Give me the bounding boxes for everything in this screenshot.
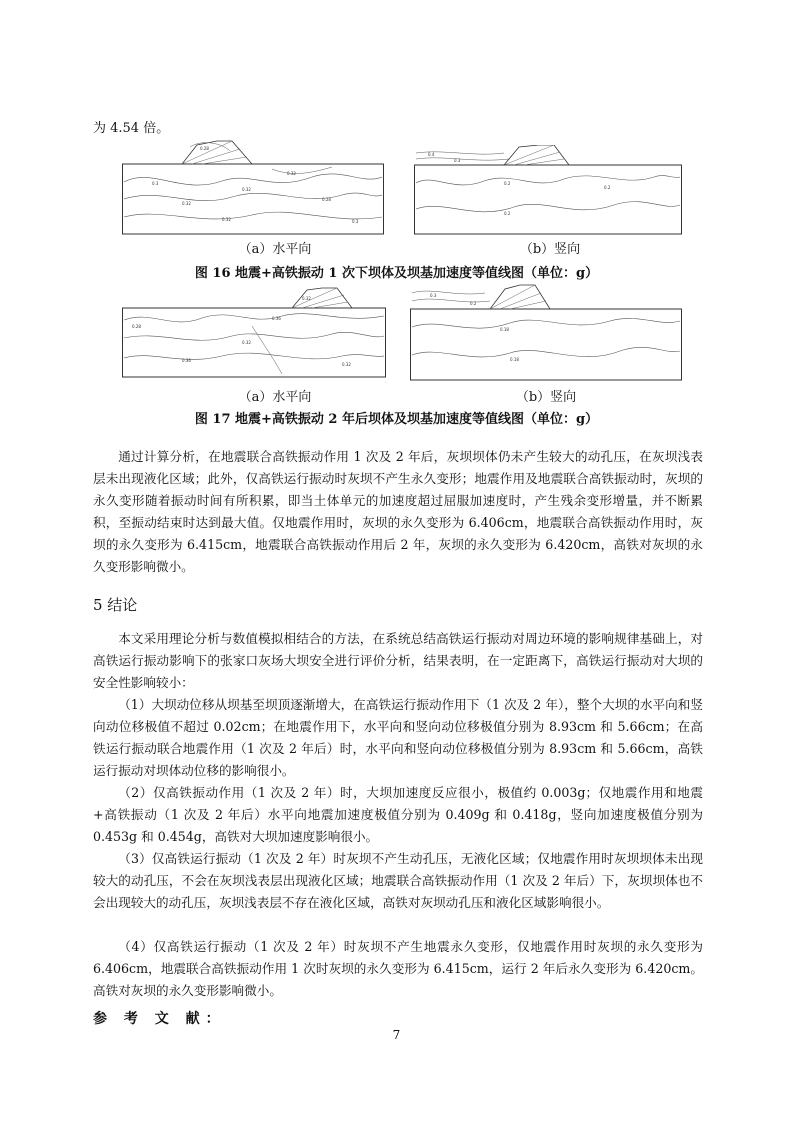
contour-label: 0.32: [182, 201, 191, 206]
contour-label: 0.32: [242, 187, 251, 192]
conclusion-paragraph: 本文采用理论分析与数值模拟相结合的方法，在系统总结高铁运行振动对周边环境的影响规律基础上，对高铁运行振动影响下的张家口灰场大坝安全进行评价分析，结果表明，在一定距离下，高铁运行振动对大坝的安全性影响较小：: [93, 631, 703, 690]
contour-label: 0.3: [352, 219, 359, 224]
section-heading-conclusion: 5 结论: [93, 596, 138, 614]
page-number: 7: [392, 1028, 401, 1042]
conclusion-item-2: （2）仅高铁振动作用（1 次及 2 年）时，大坝加速度反应很小，极值约 0.003g；仅地震作用和地震+高铁振动（1 次及 2 年后）水平向地震加速度极值分别为 0.409g 和 0.418g，竖向加速度极值分别为 0.453g 和 0.454g，高铁对大坝加速度影响很小。: [93, 785, 703, 844]
contour-label: 0.2: [504, 181, 511, 186]
figure17-subcaption-b: （b）竖向: [515, 390, 577, 405]
figure17-vertical-contour-plot: [410, 283, 682, 381]
contour-label: 0.3: [430, 293, 437, 298]
contour-label: 0.3: [152, 181, 159, 186]
contour-label: 0.28: [200, 146, 209, 151]
contour-label: 0.3: [454, 158, 461, 163]
contour-label: 0.28: [132, 324, 141, 329]
figure16-vertical-contour-plot: [414, 145, 682, 235]
contour-label: 0.32: [242, 340, 251, 345]
contour-label: 0.2: [470, 301, 477, 306]
references-heading: 参 考 文 献：: [93, 1011, 226, 1027]
figure17-subcaption-a: （a）水平向: [238, 390, 312, 405]
contour-label: 0.36: [272, 316, 281, 321]
contour-label: 0.32: [287, 171, 296, 176]
conclusion-item-4: （4）仅高铁运行振动（1 次及 2 年）时灰坝不产生地震永久变形，仅地震作用时灰坝的永久变形为 6.406cm，地震联合高铁振动作用 1 次时灰坝的永久变形为 6.415cm，运行 2 年后永久变形为 6.420cm。高铁对灰坝的永久变形影响微小。: [93, 939, 703, 998]
conclusion-item-1: （1）大坝动位移从坝基至坝顶逐渐增大，在高铁运行振动作用下（1 次及 2 年），整个大坝的水平向和竖向动位移极值不超过 0.02cm；在地震作用下，水平向和竖向动位移极值分别为 8.93cm 和 5.66cm；在高铁运行振动联合地震作用（1 次及 2 年后）时，水平向和竖向动位移极值分别为 8.93cm 和 5.66cm，高铁运行振动对坝体动位移的影响很小。: [93, 697, 703, 778]
contour-label: 0.4: [428, 152, 435, 157]
figure16-subcaption-b: （b）竖向: [519, 242, 581, 257]
intro-line: 为 4.54 倍。: [93, 121, 170, 136]
contour-label: 0.28: [322, 197, 331, 202]
figure17-horizontal-contour-plot: [122, 286, 386, 378]
contour-label: 0.18: [510, 357, 519, 362]
figure17-caption: 图 17 地震+高铁振动 2 年后坝体及坝基加速度等值线图（单位：g）: [194, 412, 599, 427]
figure16-horizontal-contour-plot: [122, 137, 384, 235]
figure16-caption: 图 16 地震+高铁振动 1 次下坝体及坝基加速度等值线图（单位：g）: [194, 266, 599, 281]
contour-label: 0.32: [302, 296, 311, 301]
contour-label: 0.32: [342, 362, 351, 367]
contour-label: 0.2: [604, 185, 611, 190]
contour-label: 0.2: [504, 211, 511, 216]
contour-label: 0.32: [222, 217, 231, 222]
contour-label: 0.18: [500, 327, 509, 332]
conclusion-item-3: （3）仅高铁运行振动（1 次及 2 年）时灰坝不产生动孔压，无液化区域；仅地震作用时灰坝坝体未出现较大的动孔压，不会在灰坝浅表层出现液化区域；地震联合高铁振动作用（1 次及 2 年后）下，灰坝坝体也不会出现较大的动孔压，灰坝浅表层不存在液化区域，高铁对灰坝动孔压和液化区域影响很小。: [93, 851, 703, 910]
figure16-subcaption-a: （a）水平向: [238, 242, 312, 257]
analysis-paragraph: 通过计算分析，在地震联合高铁振动作用 1 次及 2 年后，灰坝坝体仍未产生较大的动孔压，在灰坝浅表层未出现液化区域；此外，仅高铁运行振动时灰坝不产生永久变形；地震作用及地震联合高铁振动时，灰坝的永久变形随着振动时间有所积累，即当土体单元的加速度超过屈服加速度时，产生残余变形增量，并不断累积，至振动结束时达到最大值。仅地震作用时，灰坝的永久变形为 6.406cm，地震联合高铁振动作用时，灰坝的永久变形为 6.415cm，地震联合高铁振动作用后 2 年，灰坝的永久变形为 6.420cm，高铁对灰坝的永久变形影响微小。: [93, 449, 703, 574]
contour-label: 0.36: [182, 358, 191, 363]
